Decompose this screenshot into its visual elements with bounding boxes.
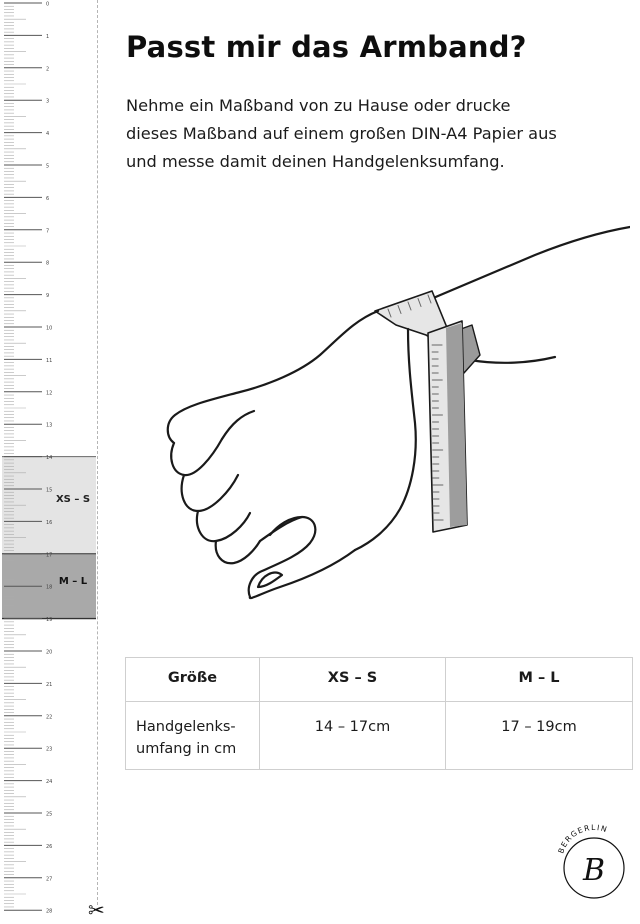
ruler-tick-label: 21	[46, 681, 53, 688]
size-table-cell: 14 – 17cm	[260, 702, 446, 770]
logo-monogram: B	[582, 853, 606, 888]
ruler-band-label-xs-s: XS – S	[55, 494, 91, 505]
ruler-tick-label: 26	[46, 843, 53, 850]
ruler-tick-label: 11	[46, 357, 53, 364]
ruler-tick-label: 2	[46, 66, 50, 73]
size-table-row-label	[126, 702, 260, 770]
ruler-tick-label: 3	[46, 98, 50, 105]
hand-outline	[168, 311, 378, 443]
ruler-tick-label: 8	[46, 260, 50, 267]
ruler-tick-label: 23	[46, 746, 53, 753]
row-label-line: umfang in cm	[136, 741, 237, 757]
ruler-tick-label: 25	[46, 811, 53, 818]
ruler-tick-label: 5	[46, 163, 50, 170]
ruler-tick-label: 4	[46, 131, 50, 138]
page-title: Passt mir das Armband?	[126, 30, 527, 64]
ruler-tick-label: 15	[46, 487, 53, 494]
intro-line: dieses Maßband auf einem großen DIN-A4 Papier aus	[126, 124, 557, 143]
brand-logo	[548, 812, 638, 912]
wrist-measuring-illustration	[150, 225, 630, 625]
ruler-tick-label: 20	[46, 649, 53, 656]
intro-text	[126, 92, 626, 176]
forearm-outline	[412, 227, 630, 307]
ruler-tick-label: 19	[46, 617, 53, 624]
thumbnail	[258, 573, 282, 587]
ruler-band-label-m-l: M – L	[58, 576, 88, 587]
finger-4	[216, 541, 260, 563]
intro-line: Nehme ein Maßband von zu Hause oder drucke	[126, 96, 511, 115]
ruler-tick-label: 6	[46, 195, 50, 202]
finger-1	[171, 439, 222, 475]
ruler-tick-label: 12	[46, 390, 53, 397]
ruler-tick-label: 24	[46, 779, 53, 786]
forearm-lower-outline	[470, 357, 555, 363]
cut-line	[97, 0, 98, 905]
size-table	[125, 657, 633, 770]
ruler-tick-label: 28	[46, 908, 53, 915]
row-label-line: Handgelenks-	[136, 719, 236, 735]
wrist-bottom-outline	[355, 329, 416, 550]
logo-wordmark-path: BERGERLIN	[556, 822, 610, 855]
ruler-tick-label: 16	[46, 519, 53, 526]
ruler-tick-label: 14	[46, 455, 53, 462]
size-table-header: Größe	[126, 658, 260, 702]
measuring-tape-ruler	[0, 0, 100, 924]
ruler-tick-label: 13	[46, 422, 53, 429]
size-table-header: M – L	[446, 658, 633, 702]
ruler-tick-label: 27	[46, 876, 53, 883]
ruler-tick-label: 22	[46, 714, 53, 721]
ruler-tick-label: 10	[46, 325, 53, 332]
ruler-tick-label: 18	[46, 584, 53, 591]
knuckles	[222, 411, 254, 439]
size-table-cell: 17 – 19cm	[446, 702, 633, 770]
ruler-tick-label: 17	[46, 552, 53, 559]
ruler-tick-label: 7	[46, 228, 50, 235]
finger-crease	[260, 517, 302, 541]
size-table-header: XS – S	[260, 658, 446, 702]
ruler-tick-label: 9	[46, 293, 50, 300]
finger-2	[182, 475, 238, 511]
finger-3	[197, 511, 250, 541]
intro-line: und messe damit deinen Handgelenksumfang.	[126, 152, 505, 171]
ruler-tick-label: 0	[46, 1, 50, 8]
ruler-tick-label: 1	[46, 33, 50, 40]
scissors-icon: ✂	[88, 898, 105, 922]
